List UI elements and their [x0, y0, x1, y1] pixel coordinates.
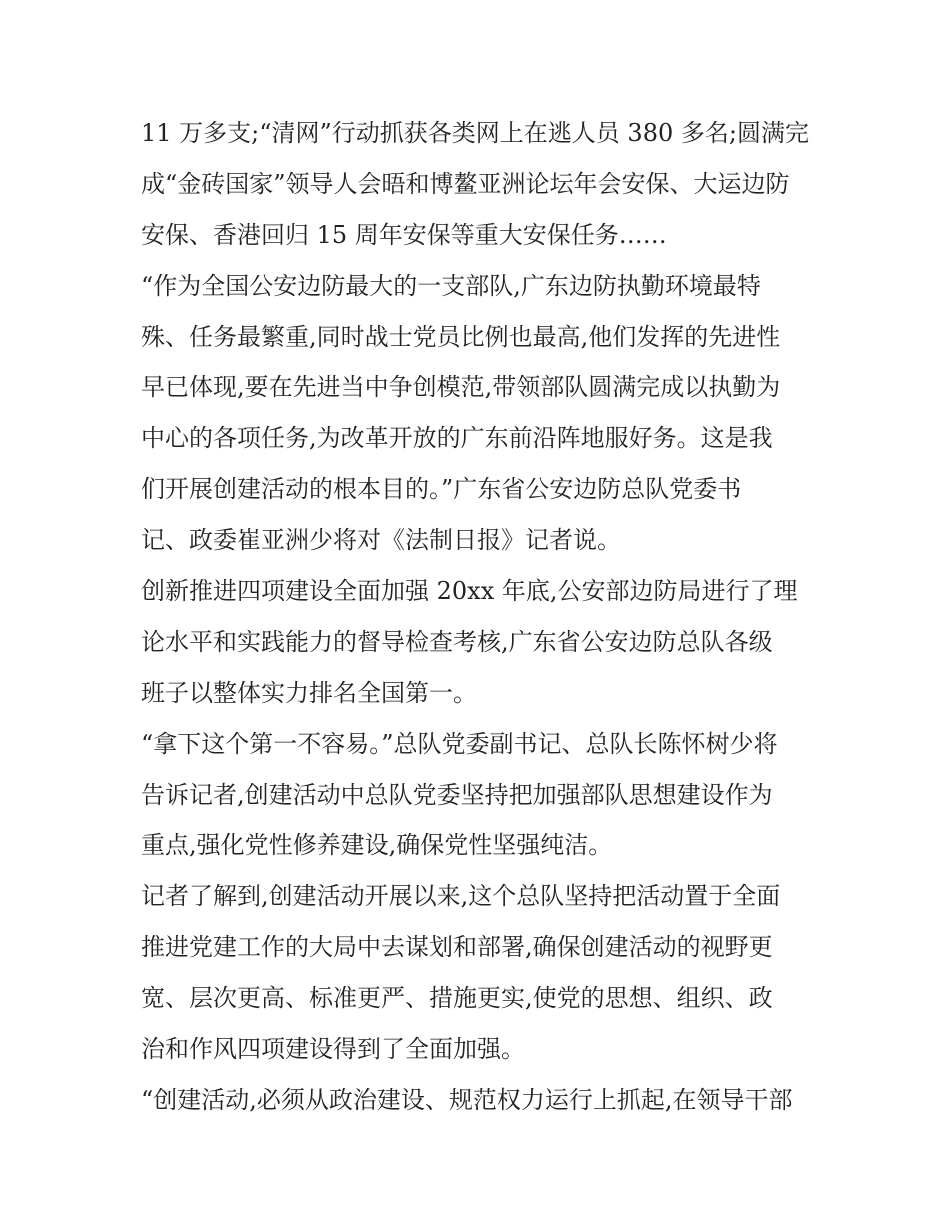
text-line: 们开展创建活动的根本目的。”广东省公安边防总队党委书 — [141, 475, 742, 504]
text-line: 创新推进四项建设全面加强 20xx 年底,公安部边防局进行了理 — [141, 577, 798, 606]
text-line: 告诉记者,创建活动中总队党委坚持把加强部队思想建设作为 — [141, 780, 773, 809]
text-line: 记者了解到,创建活动开展以来,这个总队坚持把活动置于全面 — [141, 882, 781, 911]
text-line: 班子以整体实力排名全国第一。 — [141, 678, 477, 707]
text-line: 11 万多支;“清网”行动抓获各类网上在逃人员 380 多名;圆满完 — [141, 119, 809, 147]
document-body — [141, 108, 821, 1126]
text-line: 记、政委崔亚洲少将对《法制日报》记者说。 — [141, 526, 621, 555]
text-line: 宽、层次更高、标准更严、措施更实,使党的思想、组织、政 — [141, 984, 773, 1013]
text-line: 早已体现,要在先进当中争创模范,带领部队圆满完成以执勤为 — [141, 373, 781, 402]
text-line: 殊、任务最繁重,同时战士党员比例也最高,他们发挥的先进性 — [141, 322, 781, 351]
text-line: 推进党建工作的大局中去谋划和部署,确保创建活动的视野更 — [141, 933, 773, 962]
text-line: 成“金砖国家”领导人会晤和博鳌亚洲论坛年会安保、大运边防 — [141, 169, 790, 198]
text-line: 安保、香港回归 15 周年安保等重大安保任务…… — [141, 220, 667, 249]
text-line: 治和作风四项建设得到了全面加强。 — [141, 1035, 525, 1064]
text-line: 论水平和实践能力的督导检查考核,广东省公安边防总队各级 — [141, 627, 773, 656]
text-line: 重点,强化党性修养建设,确保党性坚强纯洁。 — [141, 831, 613, 860]
text-line: 中心的各项任务,为改革开放的广东前沿阵地服好务。这是我 — [141, 424, 773, 453]
text-line: “创建活动,必须从政治建设、规范权力运行上抓起,在领导干部 — [141, 1085, 793, 1114]
text-line: “拿下这个第一不容易。”总队党委副书记、总队长陈怀树少将 — [141, 729, 778, 758]
text-line: “作为全国公安边防最大的一支部队,广东边防执勤环境最特 — [141, 271, 761, 300]
